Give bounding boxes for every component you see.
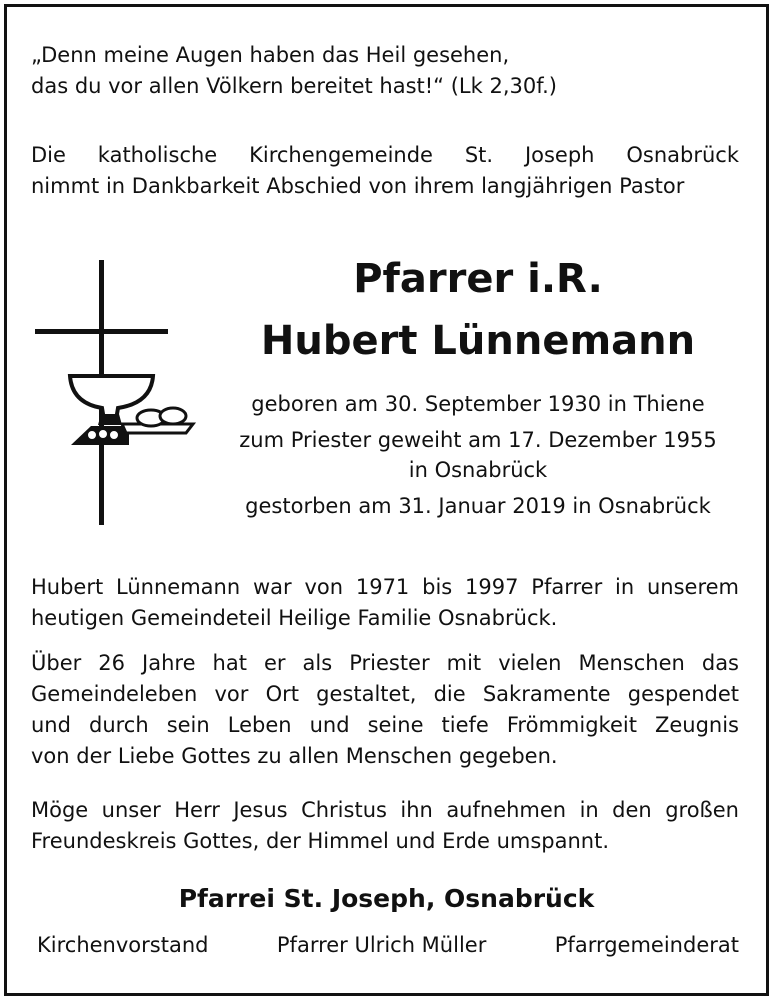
bible-quote <box>31 40 739 102</box>
cross-chalice-bread-icon <box>30 255 200 530</box>
signer-parish-council: Pfarrgemeinderat <box>554 933 739 957</box>
paragraph-prayer <box>31 795 739 857</box>
p2-line-1: Über 26 Jahre hat er als Priester mit vielen Menschen das <box>31 651 739 675</box>
life-dates <box>215 388 741 522</box>
p2-line-3: und durch sein Leben und seine tiefe Frömmigkeit Zeugnis <box>31 713 739 737</box>
p2-line-2: Gemeindeleben vor Ort gestaltet, die Sakramente gespendet <box>31 682 739 706</box>
death-date: gestorben am 31. Januar 2019 in Osnabrück <box>245 494 711 518</box>
p1-line-2: heutigen Gemeindeteil Heilige Familie Osnabrück. <box>31 606 558 630</box>
signers-row <box>37 933 739 957</box>
ordination-place: in Osnabrück <box>408 458 548 482</box>
deceased-name-block <box>215 248 741 372</box>
paragraph-tenure <box>31 572 739 634</box>
birth-date: geboren am 30. September 1930 in Thiene <box>251 392 705 416</box>
intro-text <box>31 140 739 202</box>
p3-line-1: Möge unser Herr Jesus Christus ihn aufnehmen in den großen <box>31 798 739 822</box>
signer-pastor: Pfarrer Ulrich Müller <box>276 933 487 957</box>
deceased-name: Hubert Lünnemann <box>260 318 696 364</box>
quote-line-1: „Denn meine Augen haben das Heil gesehen, <box>31 43 510 67</box>
paragraph-service <box>31 648 739 772</box>
parish-name: Pfarrei St. Joseph, Osnabrück <box>178 884 595 913</box>
signer-church-board: Kirchenvorstand <box>37 933 209 957</box>
intro-line-2: nimmt in Dankbarkeit Abschied von ihrem langjährigen Pastor <box>31 174 685 198</box>
ordination-date: zum Priester geweiht am 17. Dezember 1955 <box>239 428 717 452</box>
intro-line-1: Die katholische Kirchengemeinde St. Joseph Osnabrück <box>31 143 739 167</box>
p1-line-1: Hubert Lünnemann war von 1971 bis 1997 Pfarrer in unserem <box>31 575 739 599</box>
quote-line-2: das du vor allen Völkern bereitet hast!“ (Lk 2,30f.) <box>31 74 557 98</box>
p2-line-4: von der Liebe Gottes zu allen Menschen gegeben. <box>31 744 558 768</box>
deceased-title: Pfarrer i.R. <box>353 256 603 302</box>
p3-line-2: Freundeskreis Gottes, der Himmel und Erde umspannt. <box>31 829 610 853</box>
